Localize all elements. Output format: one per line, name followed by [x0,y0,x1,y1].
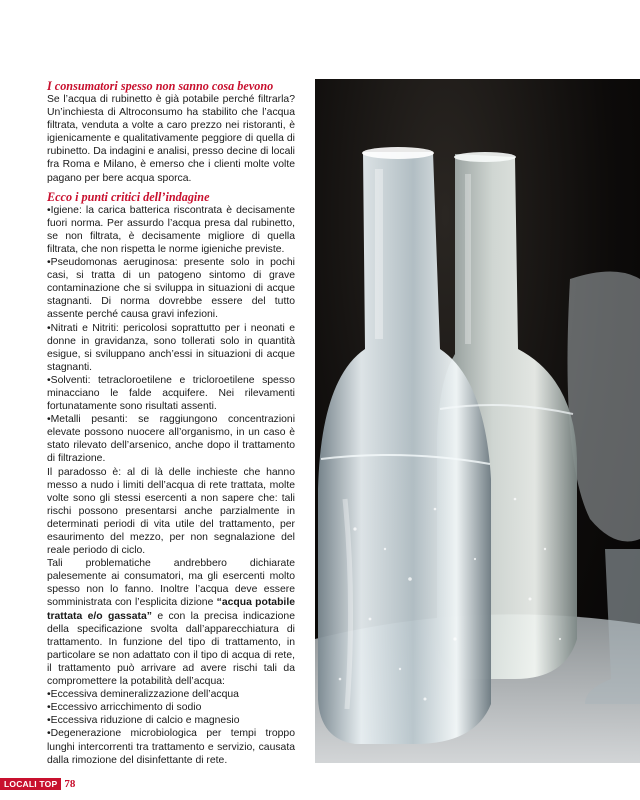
closing-paragraph [47,557,295,688]
section-tag: LOCALI TOP [0,778,61,790]
closing-text-end: e con la precisa indicazione della specificazione svolta dall’apparecchiatura di trattamento. In funzione del tipo di trattamento, in particolare se non adattato con il tipo di acqua di rete, il trattamento può arrivare ad avere rischi tali da compromettere la potabilità dell’acqua: [47,610,295,688]
closing-text-bold: “acqua potabile trattata e/o gassata” [47,597,295,622]
glass-bottles-illustration [315,79,640,763]
point-pseudomonas: •Pseudomonas aeruginosa: presente solo in pochi casi, si tratta di un patogeno sintomo di grave contaminazione che si sviluppa in situazioni di acque stagnanti. Di norma dovrebbe essere del tutto assente perché causa gravi infezioni. [47,257,295,321]
article-heading-critical-points: Ecco i punti critici dell’indagine [47,189,210,204]
point-heavy-metals: •Metalli pesanti: se raggiungono concentrazioni elevate possono nuocere all’organismo, in un caso è stato rilevato dell’arsenico, anche dopo il trattamento di filtrazione. [47,414,295,465]
risk-calcium-magnesium: •Eccessiva riduzione di calcio e magnesio [47,715,240,727]
risk-demineralization: •Eccessiva demineralizzazione dell’acqua [47,689,239,701]
article-heading-consumers: I consumatori spesso non sanno cosa bevono [47,79,274,93]
paradox-paragraph: Il paradosso è: al di là delle inchieste che hanno messo a nudo i limiti dell’acqua di rete trattata, molte volte sono gli stessi esercenti a non sapere che: tali rischi possono presentarsi anche parzialmente in determinati periodi di vita utile del trattamento, per esaurimento del mezzo, per non segnalazione del reale periodo di ciclo. [47,466,295,557]
article-intro-paragraph: Se l’acqua di rubinetto è già potabile perché filtrarla? Un’inchiesta di Altroconsumo ha stabilito che l’acqua filtrata, venduta a volte a caro prezzo nei ristoranti, è igienicamente e qualitativamente peggiore di quella di rubinetto. Da indagini e analisi, presso decine di locali fra Roma e Milano, è emerso che i clienti molte volte pagano per bere acqua sporca. [47,94,295,184]
risk-microbiological: •Degenerazione microbiologica per tempi troppo lunghi intercorrenti tra trattamento e servizio, causata dalla rimozione del disinfettante di rete. [47,728,295,766]
point-solvents: •Solventi: tetracloroetilene e tricloroetilene spesso minacciano le falde acquifere. Nei rilevamenti fortunatamente sono risultati assenti. [47,374,295,413]
closing-text-start: Tali problematiche andrebbero dichiarate palesemente ai consumatori, ma gli esercenti molto spesso non lo fanno. Inoltre l’acqua deve essere somministrata con l’esplicita dizione [47,558,295,609]
page-number: 78 [64,778,76,790]
glass-bottles-photo [315,79,640,763]
point-hygiene: •Igiene: la carica batterica riscontrata è decisamente fuori norma. Per assurdo l’acqua presa dal rubinetto, se non filtrata, è decisamente migliore di quella filtrata, che non rispetta le norme igieniche previste. [47,204,295,255]
risk-sodium: •Eccessivo arricchimento di sodio [47,702,202,714]
article-column [47,79,295,767]
page-footer [0,778,80,792]
point-nitrates: •Nitrati e Nitriti: pericolosi soprattutto per i neonati e donne in gravidanza, sono tollerati solo in quantità esigue, si sviluppano anch’essi in situazioni di acque stagnanti. [47,322,295,373]
